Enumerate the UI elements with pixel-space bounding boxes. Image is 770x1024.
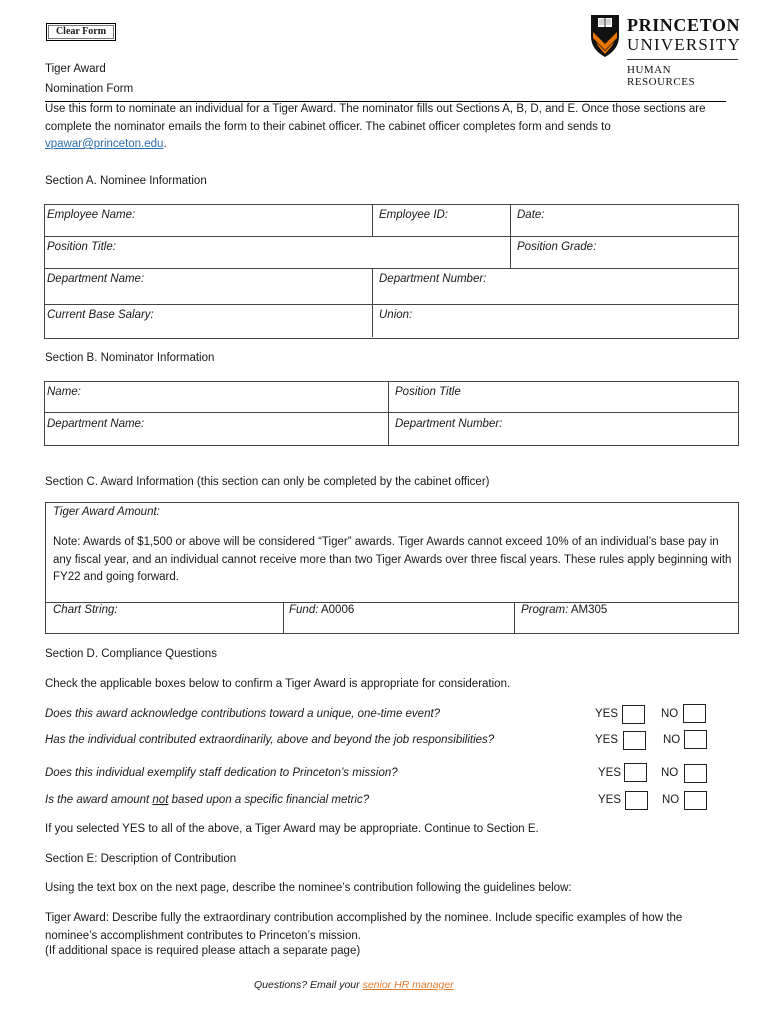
section-e-note: (If additional space is required please attach a separate page)	[45, 945, 361, 957]
section-d-footer: If you selected YES to all of the above, a Tiger Award may be appropriate. Continue to Section E.	[45, 823, 539, 835]
q2-no-label: NO	[663, 734, 681, 746]
logo-university: UNIVERSITY	[627, 35, 741, 54]
q1-yes-label: YES	[595, 708, 619, 720]
question-3: Does this individual exemplify staff dedication to Princeton’s mission?	[45, 767, 398, 779]
nominator-position-field[interactable]: Position Title	[395, 386, 461, 398]
q3-yes-checkbox[interactable]	[624, 763, 647, 782]
title-tiger-award: Tiger Award	[45, 63, 106, 75]
q2-no-checkbox[interactable]	[684, 730, 707, 749]
q2-yes-label: YES	[595, 734, 619, 746]
employee-id-field[interactable]: Employee ID:	[379, 209, 449, 221]
q3-no-label: NO	[661, 767, 679, 779]
senior-hr-manager-link[interactable]: senior HR manager	[362, 979, 454, 991]
footer-text: Questions? Email your	[254, 979, 363, 991]
q1-yes-checkbox[interactable]	[622, 705, 645, 724]
q1-no-checkbox[interactable]	[683, 704, 706, 723]
q4-no-checkbox[interactable]	[684, 791, 707, 810]
title-nomination-form: Nomination Form	[45, 83, 134, 95]
section-d-heading: Section D. Compliance Questions	[45, 648, 217, 660]
award-amount-field[interactable]: Tiger Award Amount:	[53, 506, 160, 518]
section-c-heading: Section C. Award Information (this section can only be completed by the cabinet officer)	[45, 476, 490, 488]
department-number-field[interactable]: Department Number:	[379, 273, 487, 285]
fund-value: A0006	[320, 604, 355, 616]
q1-no-label: NO	[661, 708, 679, 720]
question-1: Does this award acknowledge contributions toward a unique, one-time event?	[45, 708, 441, 720]
department-name-field[interactable]: Department Name:	[47, 273, 145, 285]
nominator-department-number-field[interactable]: Department Number:	[395, 418, 503, 430]
q4-no-label: NO	[662, 794, 680, 806]
nominator-name-field[interactable]: Name:	[47, 386, 81, 398]
union-field[interactable]: Union:	[379, 309, 413, 321]
clear-form-button[interactable]: Clear Form	[46, 23, 116, 41]
intro-paragraph	[45, 101, 727, 154]
fund-label: Fund:	[289, 604, 319, 616]
base-salary-field[interactable]: Current Base Salary:	[47, 309, 154, 321]
logo-human-resources: HUMAN RESOURCES	[627, 64, 696, 88]
question-2: Has the individual contributed extraordinarily, above and beyond the job responsibilities?	[45, 734, 495, 746]
section-b-table	[44, 381, 739, 446]
section-e-heading: Section E: Description of Contribution	[45, 853, 237, 865]
section-e-instructions: Using the text box on the next page, describe the nominee’s contribution following the guidelines below:	[45, 882, 572, 894]
footer	[254, 979, 454, 991]
program-label: Program:	[521, 604, 569, 616]
email-link[interactable]: vpawar@princeton.edu	[45, 138, 164, 150]
section-d-instructions: Check the applicable boxes below to confirm a Tiger Award is appropriate for consideration.	[45, 678, 511, 690]
princeton-logo	[590, 14, 741, 88]
q4-text-pre: Is the award amount	[45, 794, 153, 806]
chart-string-field[interactable]: Chart String:	[53, 604, 118, 616]
program-value: AM305	[570, 604, 608, 616]
date-field[interactable]: Date:	[517, 209, 545, 221]
employee-name-field[interactable]: Employee Name:	[47, 209, 136, 221]
fund-field[interactable]	[289, 604, 354, 616]
intro-end: .	[163, 138, 167, 150]
q4-yes-label: YES	[598, 794, 622, 806]
award-note: Note: Awards of $1,500 or above will be considered “Tiger” awards. Tiger Awards cannot exceed 10% of an individual’s base pay in any fiscal year, and an individual cannot receive more than two Tiger Awards over three fiscal years. These rules apply beginning with FY22 and going forward.	[53, 536, 732, 583]
q4-yes-checkbox[interactable]	[625, 791, 648, 810]
logo-divider	[627, 59, 738, 60]
q4-not: not	[152, 794, 169, 806]
program-field[interactable]	[521, 604, 607, 616]
q2-yes-checkbox[interactable]	[623, 731, 646, 750]
q4-text-post: based upon a specific financial metric?	[168, 794, 370, 806]
question-4	[45, 794, 369, 806]
nominator-department-name-field[interactable]: Department Name:	[47, 418, 145, 430]
intro-text: Use this form to nominate an individual for a Tiger Award. The nominator fills out Sections A, B, D, and E. Once those sections are complete the nominator emails the form to their cabinet officer. The cabinet officer completes form and sends to	[45, 103, 706, 133]
section-e-guideline: Tiger Award: Describe fully the extraordinary contribution accomplished by the nominee. Include specific examples of how the nominee’s accomplishment contributes to Princeton’s mission.	[45, 912, 683, 942]
q3-yes-label: YES	[598, 767, 622, 779]
section-a-heading: Section A. Nominee Information	[45, 175, 207, 187]
section-b-heading: Section B. Nominator Information	[45, 352, 215, 364]
position-grade-field[interactable]: Position Grade:	[517, 241, 597, 253]
position-title-field[interactable]: Position Title:	[47, 241, 116, 253]
q3-no-checkbox[interactable]	[684, 764, 707, 783]
princeton-shield-icon	[590, 14, 620, 58]
logo-princeton: PRINCETON	[627, 15, 741, 35]
